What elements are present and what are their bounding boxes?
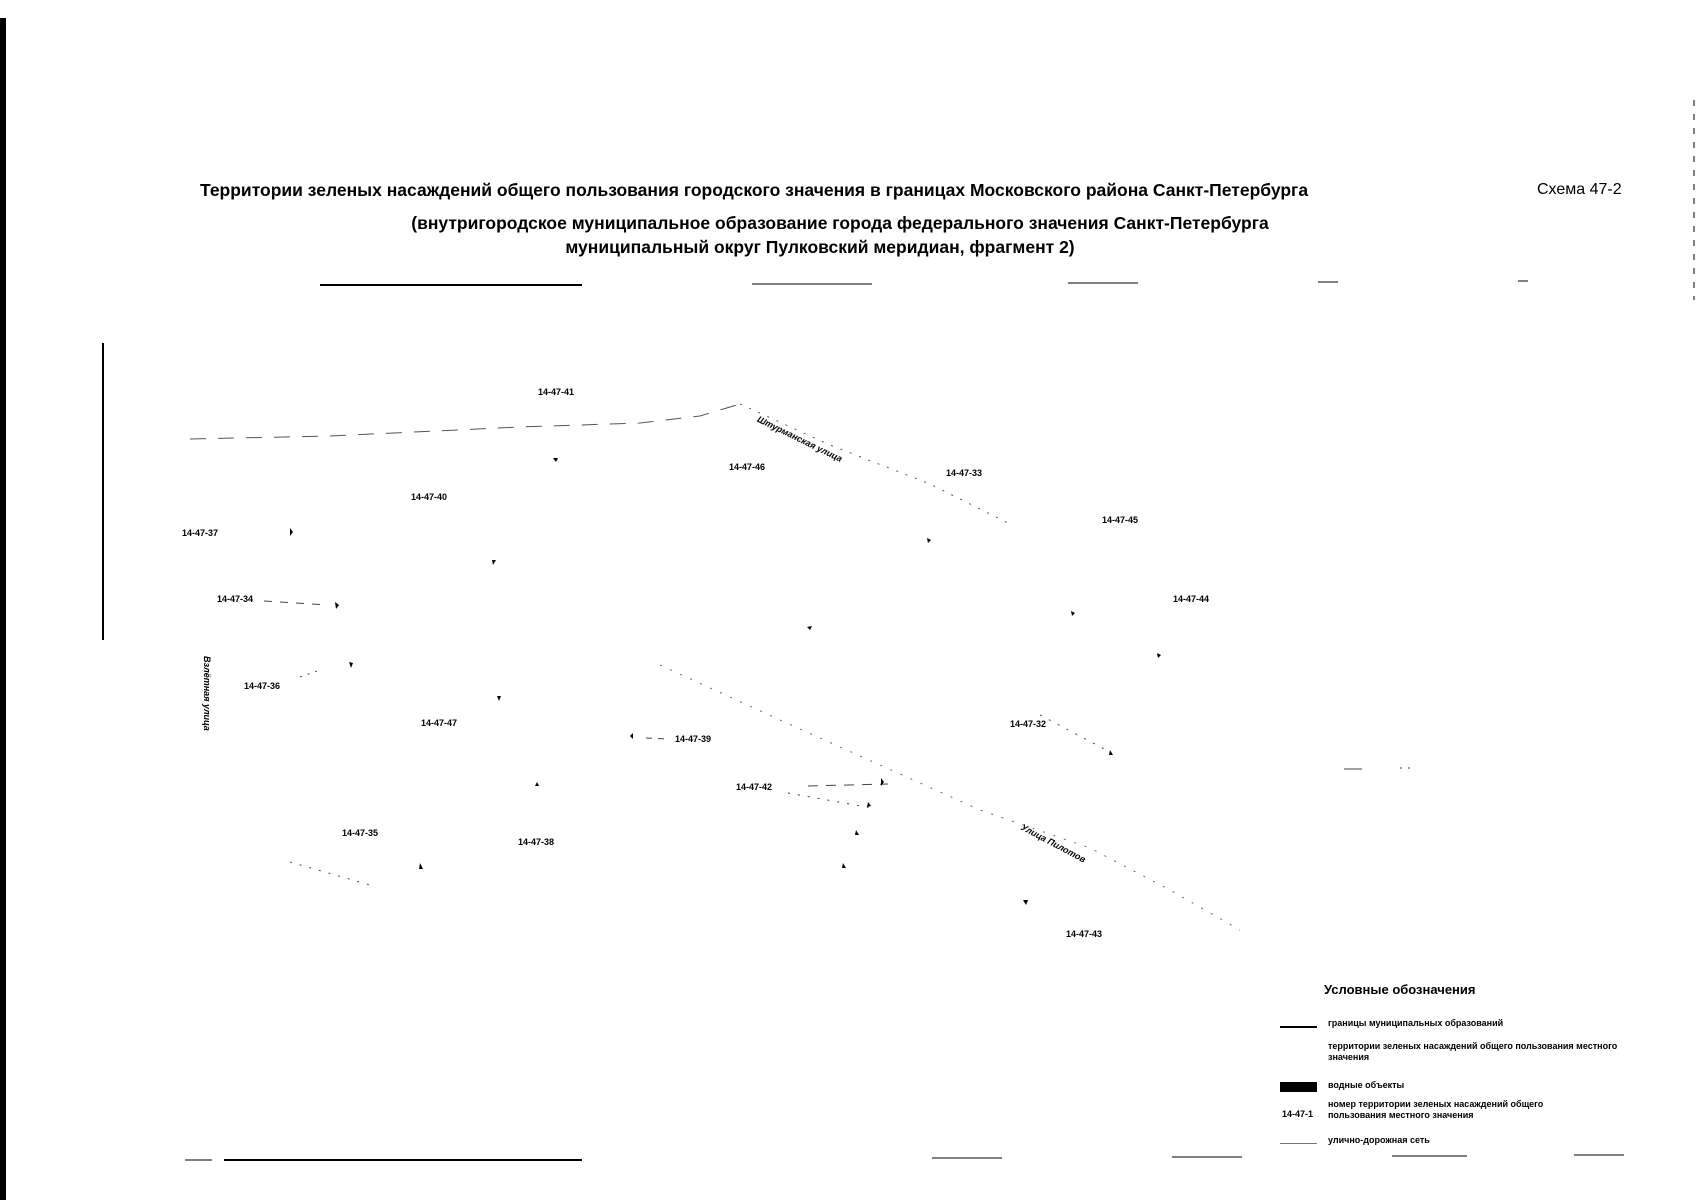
territory-label: 14-47-46 bbox=[729, 462, 766, 472]
legend-symbol-water bbox=[1280, 1082, 1317, 1092]
territory-label: 14-47-43 bbox=[1066, 929, 1103, 939]
bottom-divider bbox=[185, 1155, 1624, 1160]
territory-label: 14-47-36 bbox=[244, 681, 281, 691]
legend-text-water: водные объекты bbox=[1328, 1080, 1405, 1090]
territory-label: 14-47-40 bbox=[411, 492, 448, 502]
legend-symbol-road bbox=[1280, 1143, 1317, 1144]
territory-label: 14-47-39 bbox=[675, 734, 712, 744]
territory-label: 14-47-35 bbox=[342, 828, 379, 838]
territory-label: 14-47-38 bbox=[518, 837, 555, 847]
legend-symbol-number: 14-47-1 bbox=[1282, 1109, 1314, 1119]
territory-label: 14-47-45 bbox=[1102, 515, 1139, 525]
territory-label: 14-47-34 bbox=[217, 594, 254, 604]
street-name-shturmanskaya: Штурманская улица bbox=[755, 414, 844, 464]
territory-label: 14-47-33 bbox=[946, 468, 983, 478]
legend-symbol-boundary bbox=[1280, 1026, 1317, 1028]
territory-label: 14-47-42 bbox=[736, 782, 773, 792]
map-markers bbox=[290, 458, 1161, 905]
territory-label: 14-47-32 bbox=[1010, 719, 1047, 729]
street-name-pilotov: Улица Пилотов bbox=[1019, 822, 1088, 865]
territory-label: 14-47-47 bbox=[421, 718, 458, 728]
page-subtitle-line2: муниципальный округ Пулковский меридиан, фрагмент 2) bbox=[565, 237, 1075, 257]
street-line-pilotov bbox=[660, 665, 1240, 930]
territory-label: 14-47-41 bbox=[538, 387, 575, 397]
street-line-shturmanskaya bbox=[190, 404, 1010, 524]
misc-dashes bbox=[264, 601, 1412, 885]
page-subtitle-line1: (внутригородское муниципальное образование города федерального значения Санкт-Петербурга bbox=[411, 213, 1269, 233]
legend-text-green-territory: территории зеленых насаждений общего пользования местного значения bbox=[1328, 1041, 1618, 1062]
territory-label: 14-47-37 bbox=[182, 528, 219, 538]
territory-label: 14-47-44 bbox=[1173, 594, 1210, 604]
page-title: Территории зеленых насаждений общего пользования городского значения в границах Московского района Санкт-Петербурга bbox=[200, 180, 1309, 200]
top-divider bbox=[320, 281, 1528, 285]
legend-title: Условные обозначения bbox=[1324, 982, 1476, 997]
legend-text-number: номер территории зеленых насаждений общего пользования местного значения bbox=[1328, 1099, 1544, 1120]
street-name-vzletnaya: Взлётная улица bbox=[202, 656, 212, 731]
legend-text-boundary: границы муниципальных образований bbox=[1328, 1018, 1504, 1028]
scheme-label: Схема 47-2 bbox=[1537, 181, 1622, 198]
legend-text-road: улично-дорожная сеть bbox=[1328, 1135, 1430, 1145]
